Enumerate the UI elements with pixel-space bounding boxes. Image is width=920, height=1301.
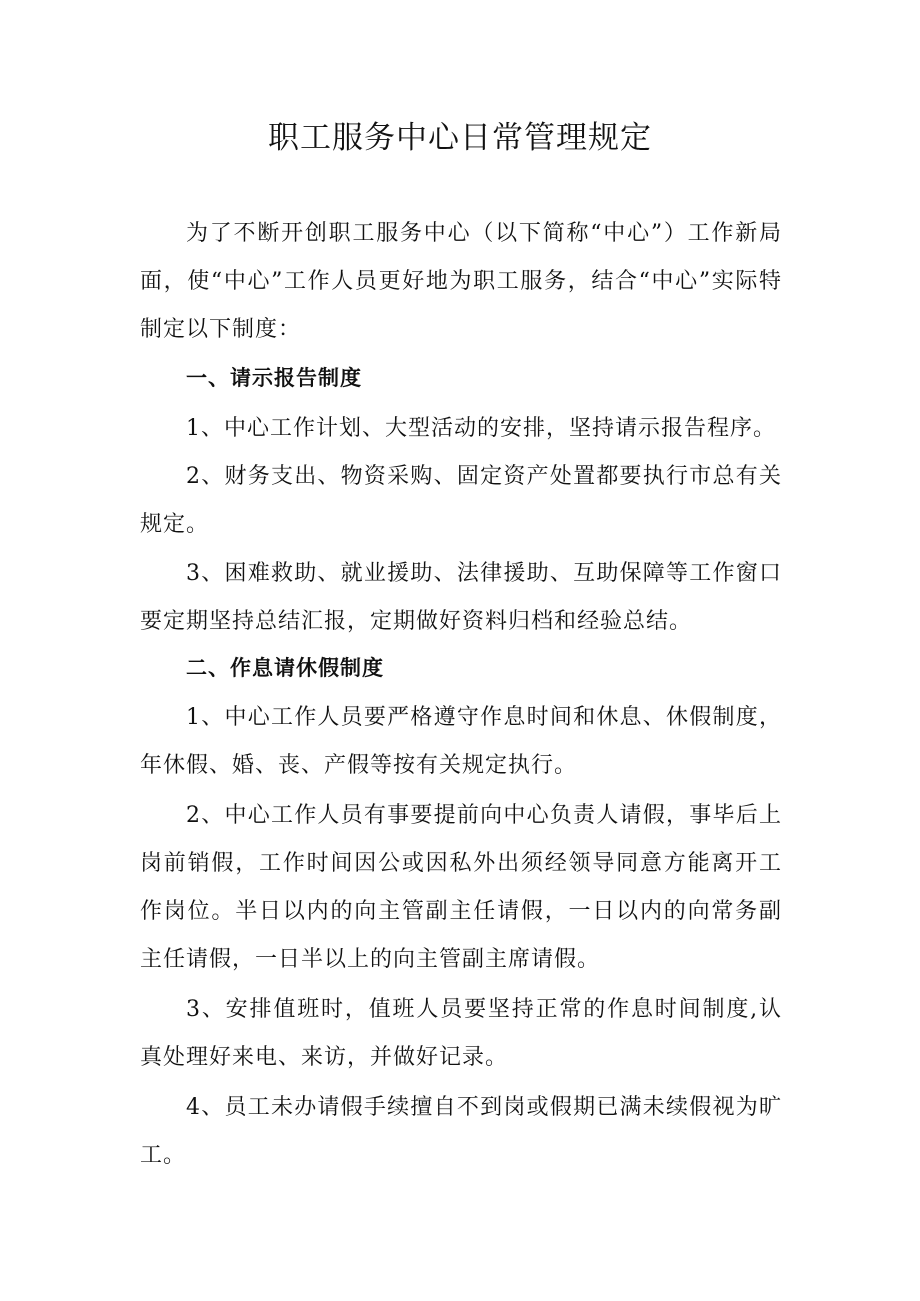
leave-item-3: 3、安排值班时，值班人员要坚持正常的作息时间制度,认真处理好来电、来访，并做好记录。: [140, 997, 782, 1070]
report-item-1: 1、中心工作计划、大型活动的安排，坚持请示报告程序。: [186, 416, 776, 441]
leave-item-1: 1、中心工作人员要严格遵守作息时间和休息、休假制度，年休假、婚、丧、产假等按有关规定执行。: [140, 705, 782, 778]
report-item-3: 3、困难救助、就业援助、法律援助、互助保障等工作窗口要定期坚持总结汇报，定期做好资料归档和经验总结。: [140, 561, 782, 634]
report-item-2: 2、财务支出、物资采购、固定资产处置都要执行市总有关规定。: [140, 464, 782, 537]
leave-item-2: 2、中心工作人员有事要提前向中心负责人请假，事毕后上岗前销假，工作时间因公或因私外出须经领导同意方能离开工作岗位。半日以内的向主管副主任请假，一日以内的向常务副主任请假，一日半以上的向主管副主席请假。: [140, 803, 782, 972]
section-heading-leave: 二、作息请休假制度: [186, 656, 384, 680]
leave-item-4: 4、员工未办请假手续擅自不到岗或假期已满未续假视为旷工。: [140, 1095, 782, 1168]
section-heading-report: 一、请示报告制度: [186, 366, 362, 390]
page-title: 职工服务中心日常管理规定: [268, 120, 652, 156]
intro-paragraph: 为了不断开创职工服务中心（以下简称“中心”）工作新局面，使“中心”工作人员更好地为职工服务，结合“中心”实际特制定以下制度：: [140, 221, 782, 342]
